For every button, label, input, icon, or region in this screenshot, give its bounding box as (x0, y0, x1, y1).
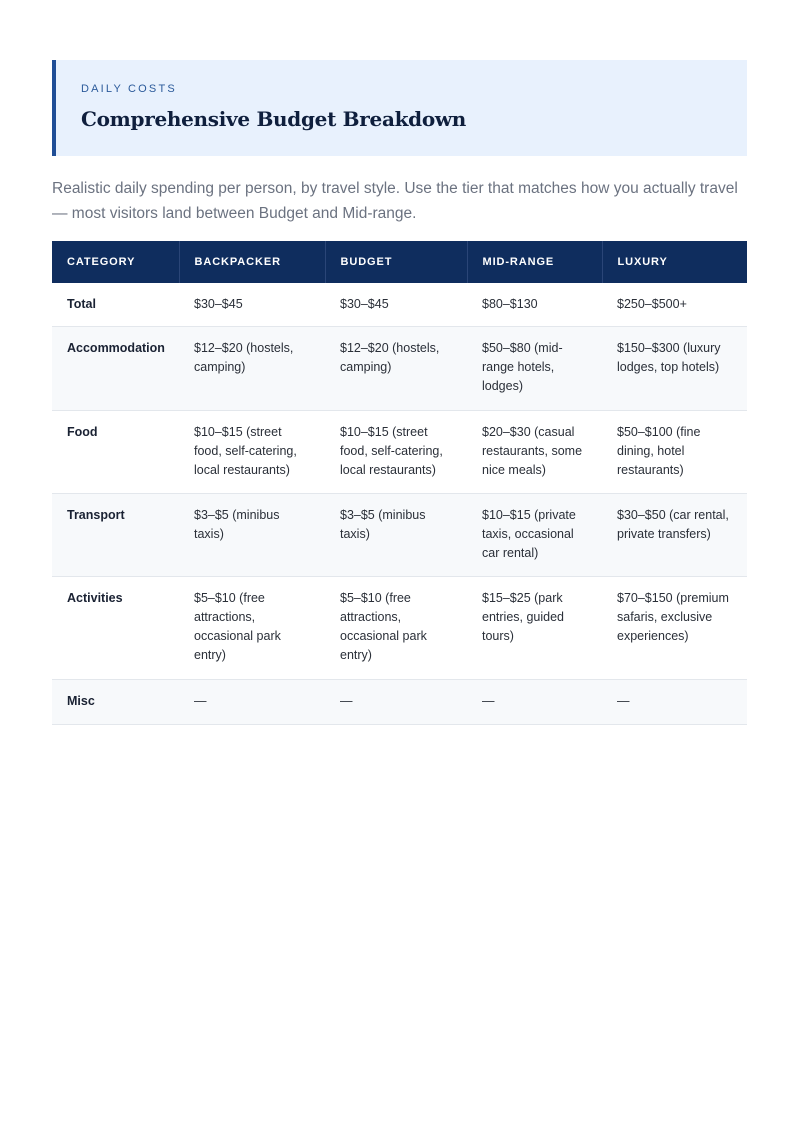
row-category: Misc (52, 680, 179, 725)
cell-backpacker: $3–$5 (minibus taxis) (179, 494, 325, 577)
row-category: Transport (52, 494, 179, 577)
cell-luxury: $70–$150 (premium safaris, exclusive experiences) (602, 577, 747, 680)
budget-table (52, 241, 747, 725)
cell-luxury: $30–$50 (car rental, private transfers) (602, 494, 747, 577)
table-row (52, 327, 747, 411)
section-title: Comprehensive Budget Breakdown (81, 107, 467, 131)
intro-paragraph: Realistic daily spending per person, by travel style. Use the tier that matches how you actually travel — most visitors land between Budget and Mid-range. (52, 180, 738, 222)
cell-budget: $5–$10 (free attractions, occasional park entry) (325, 577, 467, 680)
cell-backpacker: $5–$10 (free attractions, occasional park entry) (179, 577, 325, 680)
cell-luxury: $50–$100 (fine dining, hotel restaurants) (602, 411, 747, 494)
row-category: Activities (52, 577, 179, 680)
cell-mid-range: $20–$30 (casual restaurants, some nice meals) (467, 411, 602, 494)
row-category: Food (52, 411, 179, 494)
table-row (52, 494, 747, 577)
cell-budget: $10–$15 (street food, self-catering, local restaurants) (325, 411, 467, 494)
row-category: Accommodation (52, 327, 179, 411)
header-category: CATEGORY (52, 241, 179, 283)
cell-mid-range: — (467, 680, 602, 725)
table-row (52, 283, 747, 327)
cell-backpacker: $12–$20 (hostels, camping) (179, 327, 325, 411)
row-category: Total (52, 283, 179, 327)
header-budget: BUDGET (325, 241, 467, 283)
table-row (52, 577, 747, 680)
cell-budget: $30–$45 (325, 283, 467, 327)
cell-budget: — (325, 680, 467, 725)
cell-luxury: — (602, 680, 747, 725)
section-callout (52, 60, 747, 156)
cell-budget: $12–$20 (hostels, camping) (325, 327, 467, 411)
cell-mid-range: $15–$25 (park entries, guided tours) (467, 577, 602, 680)
table-header-row (52, 241, 747, 283)
cell-mid-range: $10–$15 (private taxis, occasional car rental) (467, 494, 602, 577)
table-row (52, 680, 747, 725)
header-luxury: LUXURY (602, 241, 747, 283)
cell-backpacker: $10–$15 (street food, self-catering, local restaurants) (179, 411, 325, 494)
cell-luxury: $150–$300 (luxury lodges, top hotels) (602, 327, 747, 411)
header-backpacker: BACKPACKER (179, 241, 325, 283)
cell-mid-range: $50–$80 (mid-range hotels, lodges) (467, 327, 602, 411)
cell-luxury: $250–$500+ (602, 283, 747, 327)
cell-backpacker: — (179, 680, 325, 725)
cell-mid-range: $80–$130 (467, 283, 602, 327)
cell-backpacker: $30–$45 (179, 283, 325, 327)
header-mid-range: MID-RANGE (467, 241, 602, 283)
section-eyebrow: DAILY COSTS (81, 83, 177, 95)
cell-budget: $3–$5 (minibus taxis) (325, 494, 467, 577)
table-row (52, 411, 747, 494)
